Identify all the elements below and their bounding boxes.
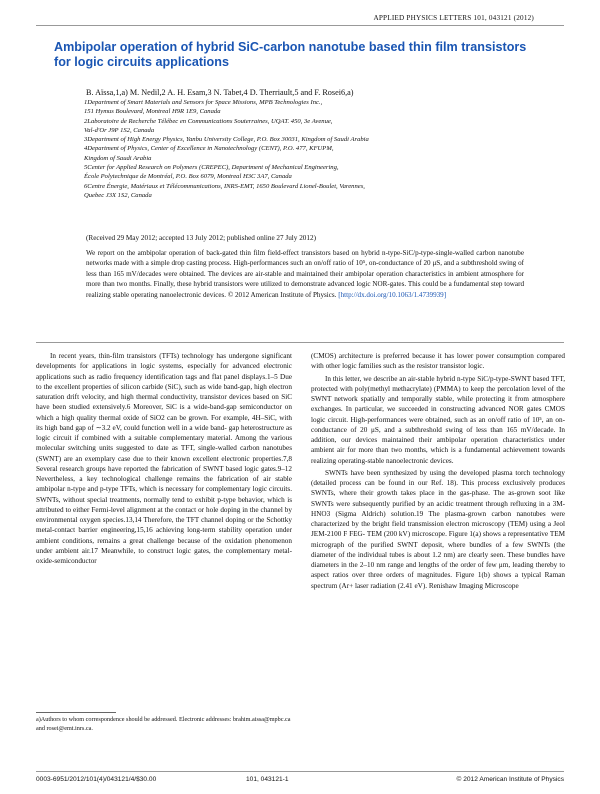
footer-page-number: 101, 043121-1 xyxy=(246,776,289,783)
affiliation-line: 5Center for Applied Research on Polymers (CREPEC), Department of Mechanical Engineering, xyxy=(84,164,339,172)
affiliation-line: 3Department of High Energy Physics, Yanbu University College, P.O. Box 30031, Kingdom of Saudi Arabia xyxy=(84,136,369,144)
header-rule xyxy=(36,25,564,26)
body-column-right xyxy=(311,351,565,591)
affiliation-line: 6Centre Énergie, Matériaux et Télécommunications, INRS-EMT, 1650 Boulevard Lionel-Boulet, Varennes, xyxy=(84,182,365,190)
correspondence-footnote: a)Authors to whom correspondence should be addressed. Electronic addresses: brahim.aissa@mpbc.ca and rosei@emt.inrs.ca. xyxy=(36,716,291,732)
footer-rule xyxy=(36,771,564,772)
abstract xyxy=(86,248,524,300)
author-list: B. Aïssa,1,a) M. Nedil,2 A. H. Esam,3 N. Tabet,4 D. Therriault,5 and F. Rosei6,a) xyxy=(86,88,354,97)
affiliation-line: Kingdom of Saudi Arabia xyxy=(84,154,152,162)
body-paragraph: SWNTs have been synthesized by using the developed plasma torch technology (detailed process can be found in our Ref. 18). This process exclusively produces SWNTs, where their growth takes place in the gas-phase. The as-grown soot like SWNTs were subsequently purified by an acidic treatment through refluxing in a 3M-HNO3 (Sigma Aldrich) solution.19 The plasma-grown carbon nanotubes were characterized by the bright field transmission electron microscopy (TEM) using a Jeol JEM-2100 F FEG- TEM (200 kV) microscope. Figure 1(a) shows a representative TEM micrograph of the purified SWNT deposit, where bundles of a few SWNTs (the diameter of the individual tubes is about 1.2 nm) are clearly seen. These bundles have diameters in the 2–10 nm range and lengths of the order of few μm, leading thereby to aspect ratios over three orders of magnitudes. Figure 1(b) shows a typical Raman spectrum (Ar+ laser radiation (2.41 eV). Renishaw Imaging Microscope xyxy=(311,468,565,590)
affiliations xyxy=(84,98,524,200)
affiliation-line: École Polytechnique de Montréal, P.O. Box 6079, Montreal H3C 3A7, Canada xyxy=(84,173,292,181)
affiliation-line: Val-d'Or J9P 1S2, Canada xyxy=(84,126,155,134)
paper-title: Ambipolar operation of hybrid SiC-carbon nanotube based thin film transistors for logic circuits applications xyxy=(54,40,527,69)
affiliation-line: 151 Hymus Boulevard, Montreal H9R 1E9, Canada xyxy=(84,108,221,116)
journal-header: APPLIED PHYSICS LETTERS 101, 043121 (2012) xyxy=(373,14,534,22)
footer-copyright: © 2012 American Institute of Physics xyxy=(456,776,564,783)
affiliation-line: 2Laboratoire de Recherche Télébec en Communications Souterraines, UQAT. 450, 3e Avenue, xyxy=(84,117,333,125)
footer-issn: 0003-6951/2012/101(4)/043121/4/$30.00 xyxy=(36,776,157,783)
body-paragraph: (CMOS) architecture is preferred because it has lower power consumption compared with other logic families such as the resistor transistor logic. xyxy=(311,352,565,371)
footnote-rule xyxy=(36,712,116,713)
abstract-rule xyxy=(36,342,564,343)
doi-link[interactable]: [http://dx.doi.org/10.1063/1.4739939] xyxy=(338,290,447,299)
affiliation-line: 1Department of Smart Materials and Sensors for Space Missions, MPB Technologies Inc., xyxy=(84,99,323,106)
body-paragraph: In this letter, we describe an air-stable hybrid n-type SiC/p-type-SWNT based TFT, protected with poly(methyl methacrylate) (PMMA) to keep the percolation level of the SWNT network spatially and temporally stable, while protecting it from atmosphere exchanges. In particular, we succeeded in constructing advanced NOR gates CMOS logic circuit. High-performances were obtained, such as an on/off ratio of 10⁵, an on-conductance of 20 μS, and a subthreshold swing of less than 165 mV/decade. In addition, our devices maintained their ambipolar operation characteristics under ambient air for more than two months, which is a fundamental achievement towards realizing operating-stable nanoelectronic devices. xyxy=(311,374,565,465)
abstract-text: We report on the ambipolar operation of back-gated thin film field-effect transistors based on hybrid n-type-SiC/p-type-single-walled carbon nanotube networks made with a simple drop casting process. High-performances such an on/off ratio of 10⁵, on-conductance of 20 μS, and a subthreshold swing of less than 165 mV/decades were obtained. The devices are air-stable and maintained their ambipolar operation characteristics in ambient atmosphere for more than two months. Finally, these hybrid transistors were utilized to demonstrate advanced logic NOR-gates. This could be a fundamental step toward realizing stable operating nanoelectronic devices. © 2012 American Institute of Physics. xyxy=(86,249,524,299)
affiliation-line: Quebec J3X 1S2, Canada xyxy=(84,191,152,199)
affiliation-line: 4Department of Physics, Center of Excellence in Nanotechnology (CENT), P.O. 477, KFUPM, xyxy=(84,145,334,153)
body-paragraph: In recent years, thin-film transistors (TFTs) technology has undergone significant developments for applications in logic systems, especially for advanced electronic applications such as radio frequency identification tags and flat panel displays.1–5 Due to the excellent properties of silicon carbide (SiC), such as wide band-gap, high electron saturation drift velocity, and high thermal conductivity, transistor devices based on SiC have been studied extensively.6 Moreover, SiC is a wide-band-gap semiconductor on which a high quality thermal oxide of SiO2 can be grown. For example, 4H–SiC, with its high band gap of ∼3.2 eV, could function well in a wide band- gap heterostructure as logic circuit if combined with a suitable complementary material. Among the various molecular switching units suggested to date as TFT, single-walled carbon nanotubes (SWNT) are an exemplary case due to their known excellent electronic properties.7,8 Several research groups have reported the fabrication of SWNT based logic gates.9–12 Nevertheless, a key technological challenge remains the fabrication of air stable ambipolar n-type and p-type TFTs, which is necessary for complementary logic circuits. SWNTs, without special treatments, normally tend to exhibit p-type behavior, which is attributed to either Fermi-level alignment at the contact or hole doping in the channel by environmental oxygen species.13,14 Therefore, the TFT channel doping or the Schottky metal-contact barrier engineering,15,16 achieving long-term stability operation under ambient conditions, remains a great challenge because of the oxidation phenomenon under ambient air.17 Meanwhile, to construct logic gates, the complementary metal-oxide-semiconductor xyxy=(36,352,292,565)
body-column-left xyxy=(36,351,292,566)
received-dates: (Received 29 May 2012; accepted 13 July 2012; published online 27 July 2012) xyxy=(86,234,316,242)
